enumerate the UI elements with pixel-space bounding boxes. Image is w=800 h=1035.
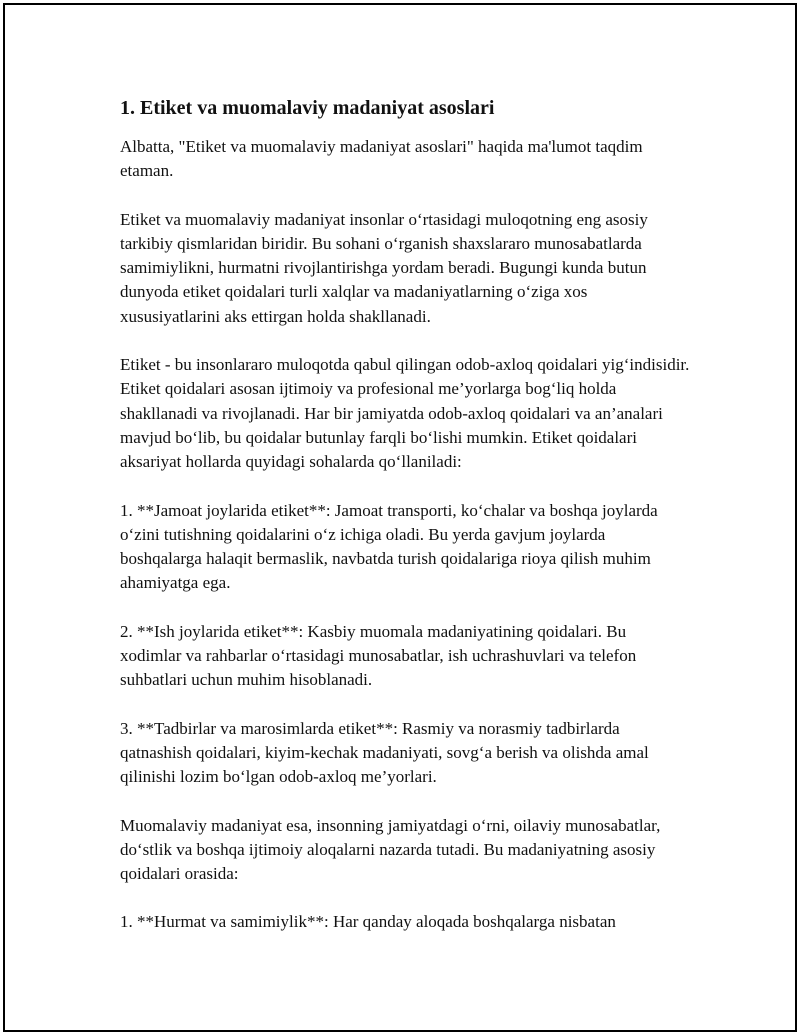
document-title: 1. Etiket va muomalaviy madaniyat asoslari bbox=[120, 97, 495, 119]
list-item-events: 3. **Tadbirlar va marosimlarda etiket**: Rasmiy va norasmiy tadbirlarda qatnashish qoidalari, kiyim-kechak madaniyati, sovg‘a berish va olishda amal qilinishi lozim bo‘lgan odob-axloq me’yorlari. bbox=[120, 718, 649, 787]
list-item-public-places: 1. **Jamoat joylarida etiket**: Jamoat transporti, ko‘chalar va boshqa joylarda o‘zini tutishning qoidalarini o‘z ichiga oladi. Bu yerda gavjum joylarda boshqalarga halaqit bermaslik, navbatda turish qoidalariga rioya qilish muhim ahamiyatga ega. bbox=[120, 500, 658, 593]
list-item-workplace: 2. **Ish joylarida etiket**: Kasbiy muomala madaniyatining qoidalari. Bu xodimlar va rahbarlar o‘rtasidagi munosabatlar, ish uchrashuvlari va telefon suhbatlari uchun muhim hisoblanadi. bbox=[120, 621, 637, 690]
paragraph-communication-culture: Muomalaviy madaniyat esa, insonning jamiyatdagi o‘rni, oilaviy munosabatlar, do‘stlik va boshqa ijtimoiy aloqalarni nazarda tutadi. Bu madaniyatning asosiy qoidalari orasida: bbox=[120, 815, 661, 884]
list-item-respect: 1. **Hurmat va samimiylik**: Har qanday aloqada boshqalarga nisbatan bbox=[120, 912, 616, 932]
document-page bbox=[3, 3, 797, 1032]
document-body bbox=[120, 95, 690, 959]
paragraph-intro: Albatta, "Etiket va muomalaviy madaniyat asoslari" haqida ma'lumot taqdim etaman. bbox=[120, 137, 643, 181]
paragraph-overview: Etiket va muomalaviy madaniyat insonlar o‘rtasidagi muloqotning eng asosiy tarkibiy qismlaridan biridir. Bu sohani o‘rganish shaxslararo munosabatlarda samimiylikni, hurmatni rivojlantirishga yordam beradi. Bugungi kunda butun dunyoda etiket qoidalari turli xalqlar va madaniyatlarning o‘ziga xos xususiyatlarini aks ettirgan holda shakllanadi. bbox=[120, 209, 648, 326]
paragraph-etiket-definition: Etiket - bu insonlararo muloqotda qabul qilingan odob-axloq qoidalari yig‘indisidir. Etiket qoidalari asosan ijtimoiy va profesional me’yorlarga bog‘liq holda shakllanadi va rivojlanadi. Har bir jamiyatda odob-axloq qoidalari va an’analari mavjud bo‘lib, bu qoidalar butunlay farqli bo‘lishi mumkin. Etiket qoidalari aksariyat hollarda quyidagi sohalarda qo‘llaniladi: bbox=[120, 355, 690, 472]
